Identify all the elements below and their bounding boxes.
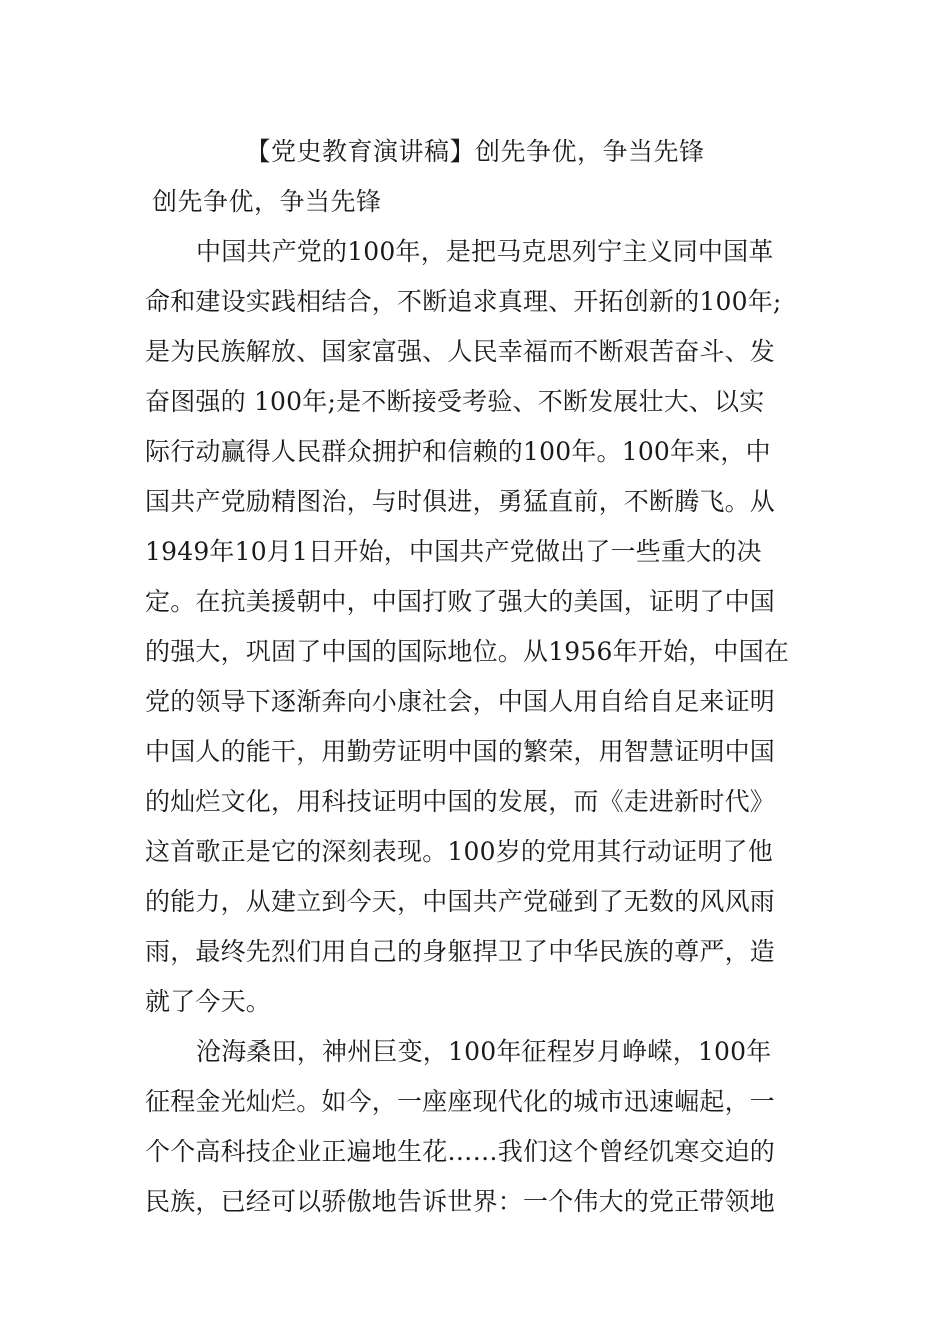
paragraph-1-line-11: 中国人的能干，用勤劳证明中国的繁荣，用智慧证明中国 — [145, 737, 776, 766]
document-subtitle: 创先争优，争当先锋 — [152, 187, 382, 216]
paragraph-1-line-9: 的强大，巩固了中国的国际地位。从1956年开始，中国在 — [145, 637, 790, 666]
paragraph-2-line-1: 沧海桑田，神州巨变，100年征程岁月峥嵘，100年 — [196, 1037, 772, 1066]
paragraph-1-line-1: 中国共产党的100年，是把马克思列宁主义同中国革 — [196, 237, 774, 266]
paragraph-1-line-3: 是为民族解放、国家富强、人民幸福而不断艰苦奋斗、发 — [145, 337, 776, 366]
paragraph-1-line-10: 党的领导下逐渐奔向小康社会，中国人用自给自足来证明 — [145, 687, 776, 716]
paragraph-2-line-3: 个个高科技企业正遍地生花……我们这个曾经饥寒交迫的 — [145, 1137, 776, 1166]
paragraph-1-line-13: 这首歌正是它的深刻表现。100岁的党用其行动证明了他 — [145, 837, 773, 866]
paragraph-1-line-14: 的能力，从建立到今天，中国共产党碰到了无数的风风雨 — [145, 887, 776, 916]
paragraph-1-line-15: 雨，最终先烈们用自己的身躯捍卫了中华民族的尊严，造 — [145, 937, 776, 966]
paragraph-1-line-7: 1949年10月1日开始，中国共产党做出了一些重大的决 — [145, 537, 762, 566]
paragraph-2-line-2: 征程金光灿烂。如今，一座座现代化的城市迅速崛起，一 — [145, 1087, 776, 1116]
paragraph-1-line-5: 际行动赢得人民群众拥护和信赖的100年。100年来，中 — [145, 437, 771, 466]
paragraph-1-line-4: 奋图强的 100年;是不断接受考验、不断发展壮大、以实 — [145, 387, 765, 416]
paragraph-2-line-4: 民族，已经可以骄傲地告诉世界：一个伟大的党正带领地 — [145, 1187, 776, 1216]
document-title: 【党史教育演讲稿】创先争优，争当先锋 — [245, 137, 705, 166]
paragraph-1-line-8: 定。在抗美援朝中，中国打败了强大的美国，证明了中国 — [145, 587, 776, 616]
paragraph-1-line-12: 的灿烂文化，用科技证明中国的发展，而《走进新时代》 — [145, 787, 776, 816]
paragraph-1-line-16: 就了今天。 — [145, 987, 272, 1016]
paragraph-1-line-2: 命和建设实践相结合，不断追求真理、开拓创新的100年; — [145, 287, 782, 316]
paragraph-1-line-6: 国共产党励精图治，与时俱进，勇猛直前，不断腾飞。从 — [145, 487, 776, 516]
